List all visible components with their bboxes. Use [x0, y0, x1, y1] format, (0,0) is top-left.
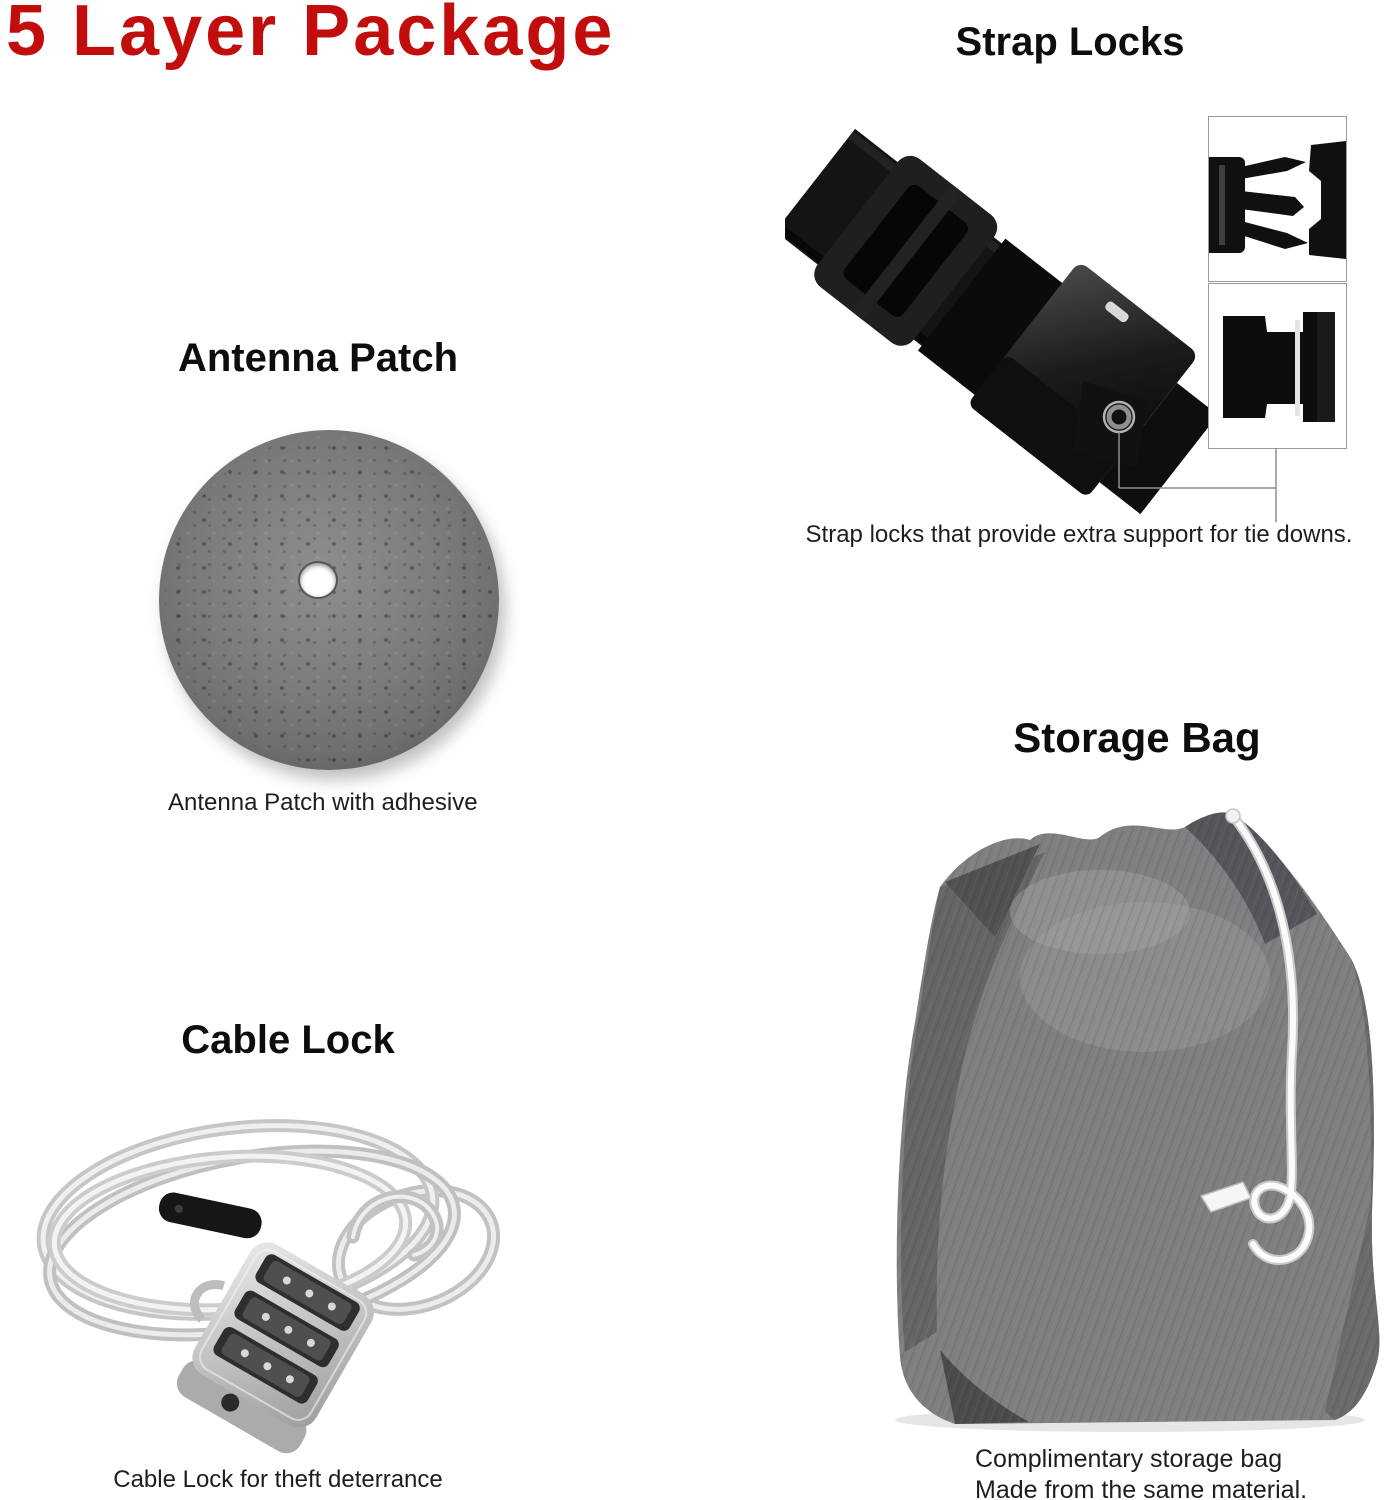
cable-lock-caption: Cable Lock for theft deterrance [113, 1466, 443, 1493]
storage-bag-caption-line1: Complimentary storage bag [975, 1445, 1283, 1473]
strap-locks-heading: Strap Locks [955, 20, 1185, 64]
storage-bag-heading: Storage Bag [1013, 714, 1261, 761]
strap-locks-caption: Strap locks that provide extra support for tie downs. [805, 521, 1353, 548]
callout-circle [1104, 402, 1134, 432]
callout-lines [1100, 400, 1300, 530]
page-title: 5 Layer Package [6, 0, 616, 71]
antenna-patch-center-hole [300, 563, 336, 597]
buckle-open-inset [1208, 116, 1347, 282]
antenna-patch-photo [159, 430, 499, 770]
cable-end-cap [156, 1190, 264, 1241]
storage-bag-photo [845, 792, 1394, 1442]
antenna-patch-heading: Antenna Patch [177, 336, 459, 380]
storage-bag-caption-line2: Made from the same material. [975, 1476, 1308, 1500]
cable-lock-heading: Cable Lock [181, 1018, 395, 1062]
cable-lock-photo [8, 1085, 568, 1465]
storage-bag-caption [975, 1444, 1307, 1500]
buckle-open-graphic [1209, 117, 1346, 281]
antenna-patch-caption: Antenna Patch with adhesive [168, 789, 478, 816]
